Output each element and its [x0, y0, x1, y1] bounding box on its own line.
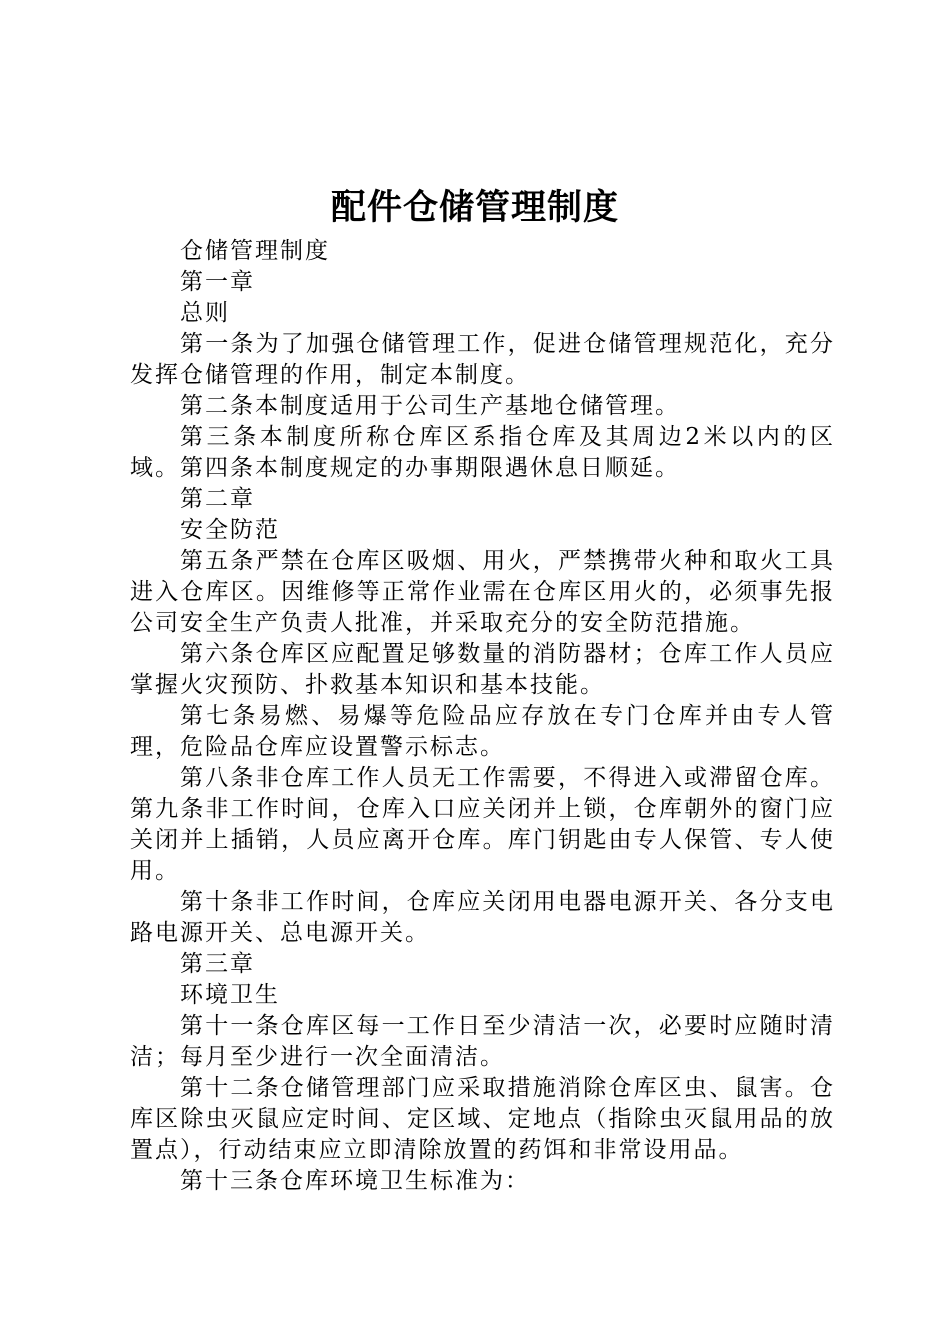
chapter-title: 安全防范	[180, 517, 280, 543]
chapter-number: 第三章	[180, 951, 255, 977]
article-11: 第十一条仓库区每一工作日至少清洁一次，必要时应随时清洁；每月至少进行一次全面清洁。	[130, 1013, 835, 1070]
chapter-title: 总则	[180, 300, 230, 326]
paragraph-heading: 仓储管理制度	[180, 238, 330, 264]
article-6: 第六条仓库区应配置足够数量的消防器材；仓库工作人员应掌握火灾预防、扑救基本知识和基本技能。	[130, 641, 835, 698]
article-5: 第五条严禁在仓库区吸烟、用火，严禁携带火种和取火工具进入仓库区。因维修等正常作业需在仓库区用火的，必须事先报公司安全生产负责人批准，并采取充分的安全防范措施。	[130, 548, 835, 636]
document-body	[130, 236, 835, 1197]
article-3-4: 第三条本制度所称仓库区系指仓库及其周边2米以内的区域。第四条本制度规定的办事期限遇休息日顺延。	[130, 424, 835, 481]
article-1: 第一条为了加强仓储管理工作，促进仓储管理规范化，充分发挥仓储管理的作用，制定本制度。	[130, 331, 835, 388]
article-2: 第二条本制度适用于公司生产基地仓储管理。	[180, 393, 680, 419]
chapter-number: 第一章	[180, 269, 255, 295]
article-10: 第十条非工作时间，仓库应关闭用电器电源开关、各分支电路电源开关、总电源开关。	[130, 889, 835, 946]
chapter-title: 环境卫生	[180, 982, 280, 1008]
article-12: 第十二条仓储管理部门应采取措施消除仓库区虫、鼠害。仓库区除虫灭鼠应定时间、定区域、定地点（指除虫灭鼠用品的放置点），行动结束应立即清除放置的药饵和非常设用品。	[130, 1075, 835, 1163]
document-title: 配件仓储管理制度	[330, 188, 619, 228]
article-8-9: 第八条非仓库工作人员无工作需要，不得进入或滞留仓库。第九条非工作时间，仓库入口应关闭并上锁，仓库朝外的窗门应关闭并上插销，人员应离开仓库。库门钥匙由专人保管、专人使用。	[130, 765, 835, 884]
article-7: 第七条易燃、易爆等危险品应存放在专门仓库并由专人管理，危险品仓库应设置警示标志。	[130, 703, 835, 760]
chapter-number: 第二章	[180, 486, 255, 512]
article-13: 第十三条仓库环境卫生标准为：	[180, 1168, 530, 1194]
